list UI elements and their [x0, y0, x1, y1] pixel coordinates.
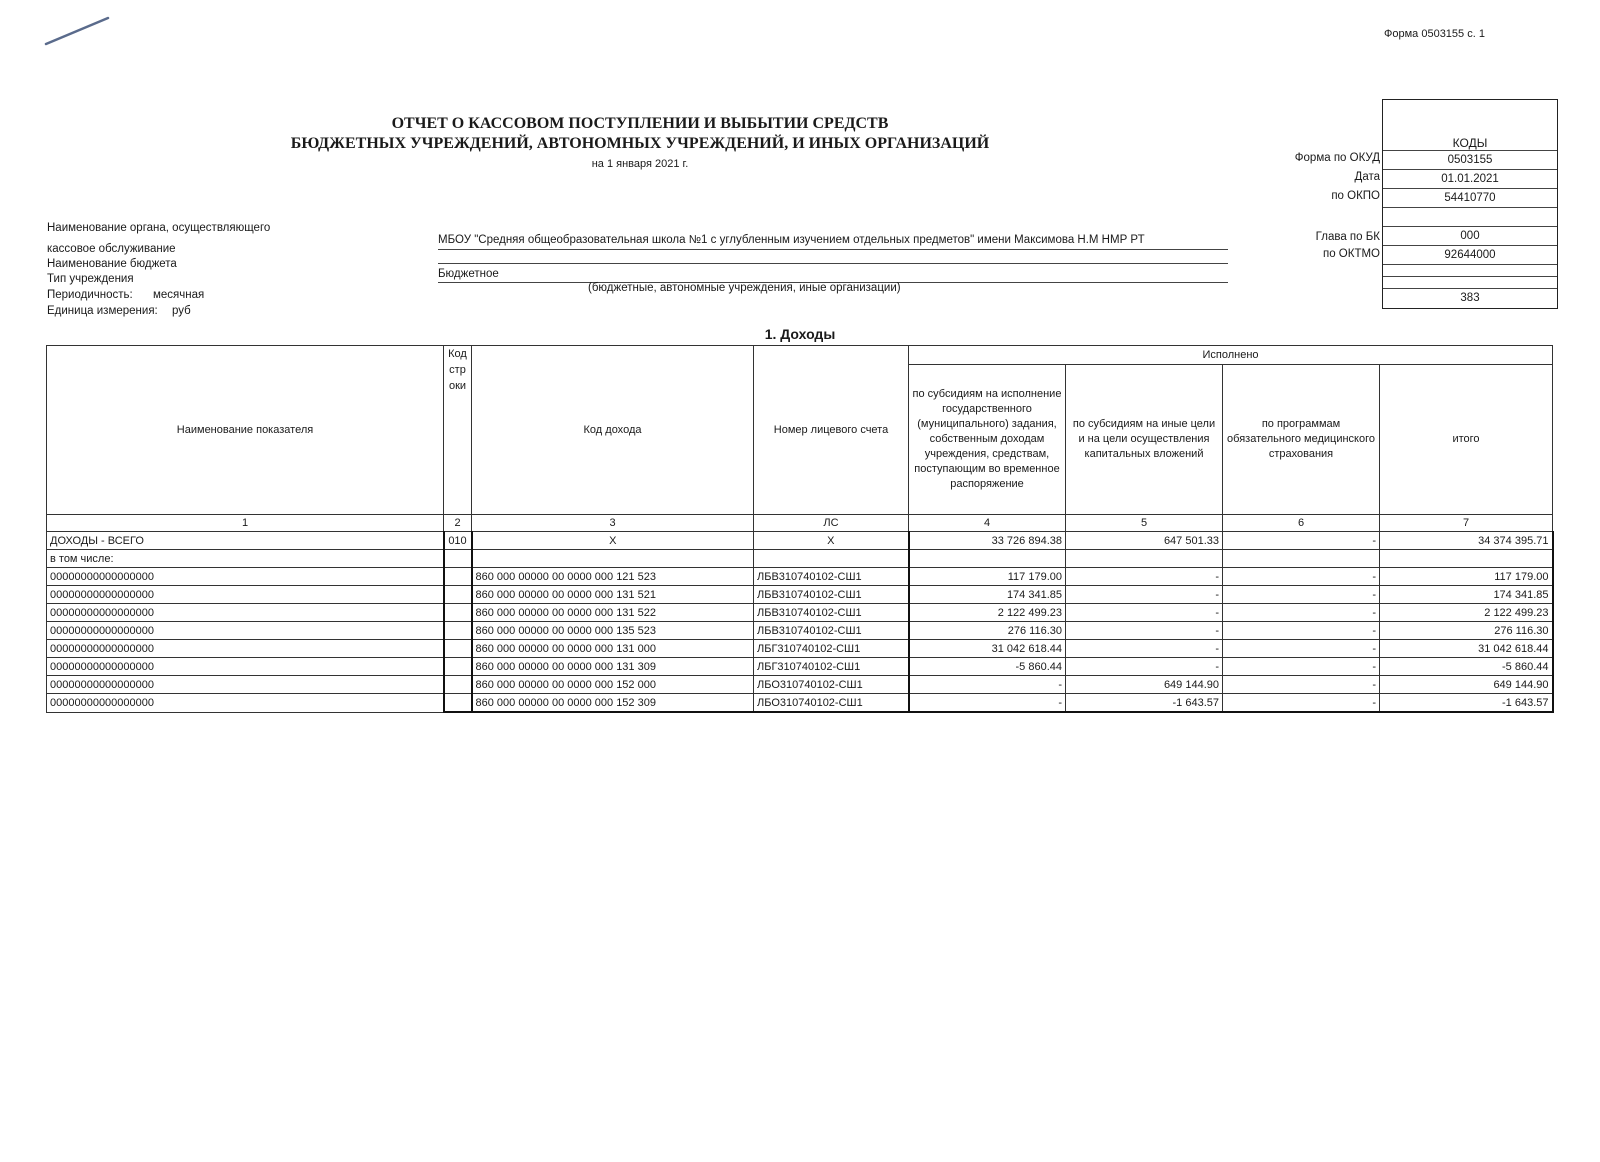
row-col-4: 174 341.85: [909, 586, 1066, 604]
col-number-3: 3: [472, 515, 754, 532]
org-label-line-2: кассовое обслуживание: [47, 243, 176, 255]
report-title-line-2: БЮДЖЕТНЫХ УЧРЕЖДЕНИЙ, АВТОНОМНЫХ УЧРЕЖДЕНИЙ, И ИНЫХ ОРГАНИЗАЦИЙ: [290, 135, 990, 152]
col-number-ls: ЛС: [754, 515, 909, 532]
budget-label: Наименование бюджета: [47, 258, 177, 270]
total-col-6: -: [1223, 532, 1380, 550]
row-name: 00000000000000000: [47, 604, 444, 622]
oktmo-code: 92644000: [1383, 245, 1557, 265]
institution-type-value: Бюджетное: [438, 268, 1228, 283]
row-line-code: [444, 640, 472, 658]
header-name: Наименование показателя: [47, 346, 444, 515]
row-name: 00000000000000000: [47, 640, 444, 658]
row-col-7: 117 179.00: [1380, 568, 1553, 586]
header-col-6: по программам обязательного медицинского страхования: [1223, 365, 1380, 515]
row-income-code: 860 000 00000 00 0000 000 131 309: [472, 658, 754, 676]
table-row: [47, 676, 1553, 694]
unit-code: 383: [1383, 288, 1557, 308]
row-col-6: -: [1223, 586, 1380, 604]
total-row: [47, 532, 1553, 550]
row-col-5: -: [1066, 640, 1223, 658]
row-col-5: -: [1066, 568, 1223, 586]
codes-empty-1: [1383, 207, 1557, 227]
col-number-7: 7: [1380, 515, 1553, 532]
row-line-code: [444, 658, 472, 676]
table-row: [47, 604, 1553, 622]
date-code: 01.01.2021: [1383, 169, 1557, 189]
including-account: [754, 550, 909, 568]
budget-name-value: [438, 251, 1228, 264]
including-row: [47, 550, 1553, 568]
table-row: [47, 694, 1553, 713]
row-col-6: -: [1223, 622, 1380, 640]
section-title-income: 1. Доходы: [764, 326, 836, 342]
header-account: Номер лицевого счета: [754, 346, 909, 515]
header-col-5: по субсидиям на иные цели и на цели осуществления капитальных вложений: [1066, 365, 1223, 515]
col-number-5: 5: [1066, 515, 1223, 532]
row-income-code: 860 000 00000 00 0000 000 131 000: [472, 640, 754, 658]
unit-label: Единица измерения:: [47, 305, 158, 317]
row-col-7: 31 042 618.44: [1380, 640, 1553, 658]
including-col-6: [1223, 550, 1380, 568]
row-line-code: [444, 622, 472, 640]
including-line-code: [444, 550, 472, 568]
row-col-5: -: [1066, 622, 1223, 640]
form-number-label: Форма 0503155 с. 1: [1384, 28, 1485, 40]
row-col-7: -1 643.57: [1380, 694, 1553, 713]
row-col-7: 174 341.85: [1380, 586, 1553, 604]
oktmo-label: по ОКТМО: [1322, 248, 1380, 260]
row-col-4: -5 860.44: [909, 658, 1066, 676]
table-row: [47, 658, 1553, 676]
row-col-6: -: [1223, 694, 1380, 713]
row-col-4: -: [909, 676, 1066, 694]
okud-label: Форма по ОКУД: [1294, 152, 1380, 164]
col-number-6: 6: [1223, 515, 1380, 532]
row-col-5: 649 144.90: [1066, 676, 1223, 694]
row-income-code: 860 000 00000 00 0000 000 131 521: [472, 586, 754, 604]
row-col-6: -: [1223, 658, 1380, 676]
row-col-6: -: [1223, 604, 1380, 622]
row-name: 00000000000000000: [47, 676, 444, 694]
total-col-5: 647 501.33: [1066, 532, 1223, 550]
total-col-4: 33 726 894.38: [909, 532, 1066, 550]
header-line-code: Код строки: [444, 346, 472, 515]
row-col-4: 117 179.00: [909, 568, 1066, 586]
row-account: ЛБГ310740102-СШ1: [754, 658, 909, 676]
row-col-6: -: [1223, 640, 1380, 658]
row-income-code: 860 000 00000 00 0000 000 131 522: [472, 604, 754, 622]
total-income-code: X: [472, 532, 754, 550]
including-col-4: [909, 550, 1066, 568]
row-col-5: -1 643.57: [1066, 694, 1223, 713]
row-account: ЛБВ310740102-СШ1: [754, 622, 909, 640]
row-col-7: 276 116.30: [1380, 622, 1553, 640]
table-row: [47, 568, 1553, 586]
header-col-4: по субсидиям на исполнение государственного (муниципального) задания, собственным доходам учреждения, средствам, поступающим во временное распоряжение: [909, 365, 1066, 515]
bk-code: 000: [1383, 226, 1557, 246]
bk-label: Глава по БК: [1315, 231, 1380, 243]
row-col-7: -5 860.44: [1380, 658, 1553, 676]
header-col-7: итого: [1380, 365, 1553, 515]
row-col-5: -: [1066, 586, 1223, 604]
row-name: 00000000000000000: [47, 586, 444, 604]
header-executed: Исполнено: [909, 346, 1553, 365]
date-label: Дата: [1354, 171, 1380, 183]
row-col-4: 276 116.30: [909, 622, 1066, 640]
row-line-code: [444, 604, 472, 622]
row-income-code: 860 000 00000 00 0000 000 152 309: [472, 694, 754, 713]
row-line-code: [444, 694, 472, 713]
col-number-1: 1: [47, 515, 444, 532]
codes-header: КОДЫ: [1452, 136, 1488, 150]
codes-box: [1382, 99, 1558, 309]
row-line-code: [444, 568, 472, 586]
row-income-code: 860 000 00000 00 0000 000 135 523: [472, 622, 754, 640]
row-name: 00000000000000000: [47, 622, 444, 640]
including-income-code: [472, 550, 754, 568]
type-label: Тип учреждения: [47, 273, 134, 285]
row-income-code: 860 000 00000 00 0000 000 152 000: [472, 676, 754, 694]
row-account: ЛБО310740102-СШ1: [754, 676, 909, 694]
row-col-5: -: [1066, 604, 1223, 622]
row-col-5: -: [1066, 658, 1223, 676]
report-date: на 1 января 2021 г.: [591, 158, 689, 170]
table-row: [47, 622, 1553, 640]
institution-type-hint: (бюджетные, автономные учреждения, иные организации): [588, 282, 901, 294]
row-line-code: [444, 586, 472, 604]
row-account: ЛБВ310740102-СШ1: [754, 586, 909, 604]
header-income-code: Код дохода: [472, 346, 754, 515]
org-name-value: МБОУ "Средняя общеобразовательная школа №1 с углубленным изучением отдельных предметов" имени Максимова Н.М НМР РТ: [438, 234, 1228, 250]
including-label: в том числе:: [47, 550, 444, 568]
including-col-5: [1066, 550, 1223, 568]
row-col-6: -: [1223, 568, 1380, 586]
row-account: ЛБО310740102-СШ1: [754, 694, 909, 713]
total-col-7: 34 374 395.71: [1380, 532, 1553, 550]
col-number-2: 2: [444, 515, 472, 532]
row-account: ЛБВ310740102-СШ1: [754, 568, 909, 586]
total-account: X: [754, 532, 909, 550]
pen-stroke-mark: [40, 12, 116, 52]
okpo-code: 54410770: [1383, 188, 1557, 208]
okud-code: 0503155: [1383, 150, 1557, 170]
table-row: [47, 640, 1553, 658]
period-label: Периодичность:: [47, 289, 133, 301]
okpo-label: по ОКПО: [1331, 190, 1380, 202]
unit-value: руб: [172, 305, 191, 317]
row-col-4: 31 042 618.44: [909, 640, 1066, 658]
row-income-code: 860 000 00000 00 0000 000 121 523: [472, 568, 754, 586]
row-account: ЛБГ310740102-СШ1: [754, 640, 909, 658]
total-name: ДОХОДЫ - ВСЕГО: [47, 532, 444, 550]
col-number-4: 4: [909, 515, 1066, 532]
report-title-line-1: ОТЧЕТ О КАССОВОМ ПОСТУПЛЕНИИ И ВЫБЫТИИ СРЕДСТВ: [391, 115, 889, 132]
period-value: месячная: [153, 289, 205, 301]
row-account: ЛБВ310740102-СШ1: [754, 604, 909, 622]
income-table: [46, 345, 1554, 713]
row-name: 00000000000000000: [47, 658, 444, 676]
row-col-7: 649 144.90: [1380, 676, 1553, 694]
including-col-7: [1380, 550, 1553, 568]
table-row: [47, 586, 1553, 604]
row-name: 00000000000000000: [47, 694, 444, 713]
row-col-4: 2 122 499.23: [909, 604, 1066, 622]
row-line-code: [444, 676, 472, 694]
total-line-code: 010: [444, 532, 472, 550]
org-label-line-1: Наименование органа, осуществляющего: [47, 222, 271, 234]
row-col-6: -: [1223, 676, 1380, 694]
row-col-7: 2 122 499.23: [1380, 604, 1553, 622]
row-col-4: -: [909, 694, 1066, 713]
row-name: 00000000000000000: [47, 568, 444, 586]
